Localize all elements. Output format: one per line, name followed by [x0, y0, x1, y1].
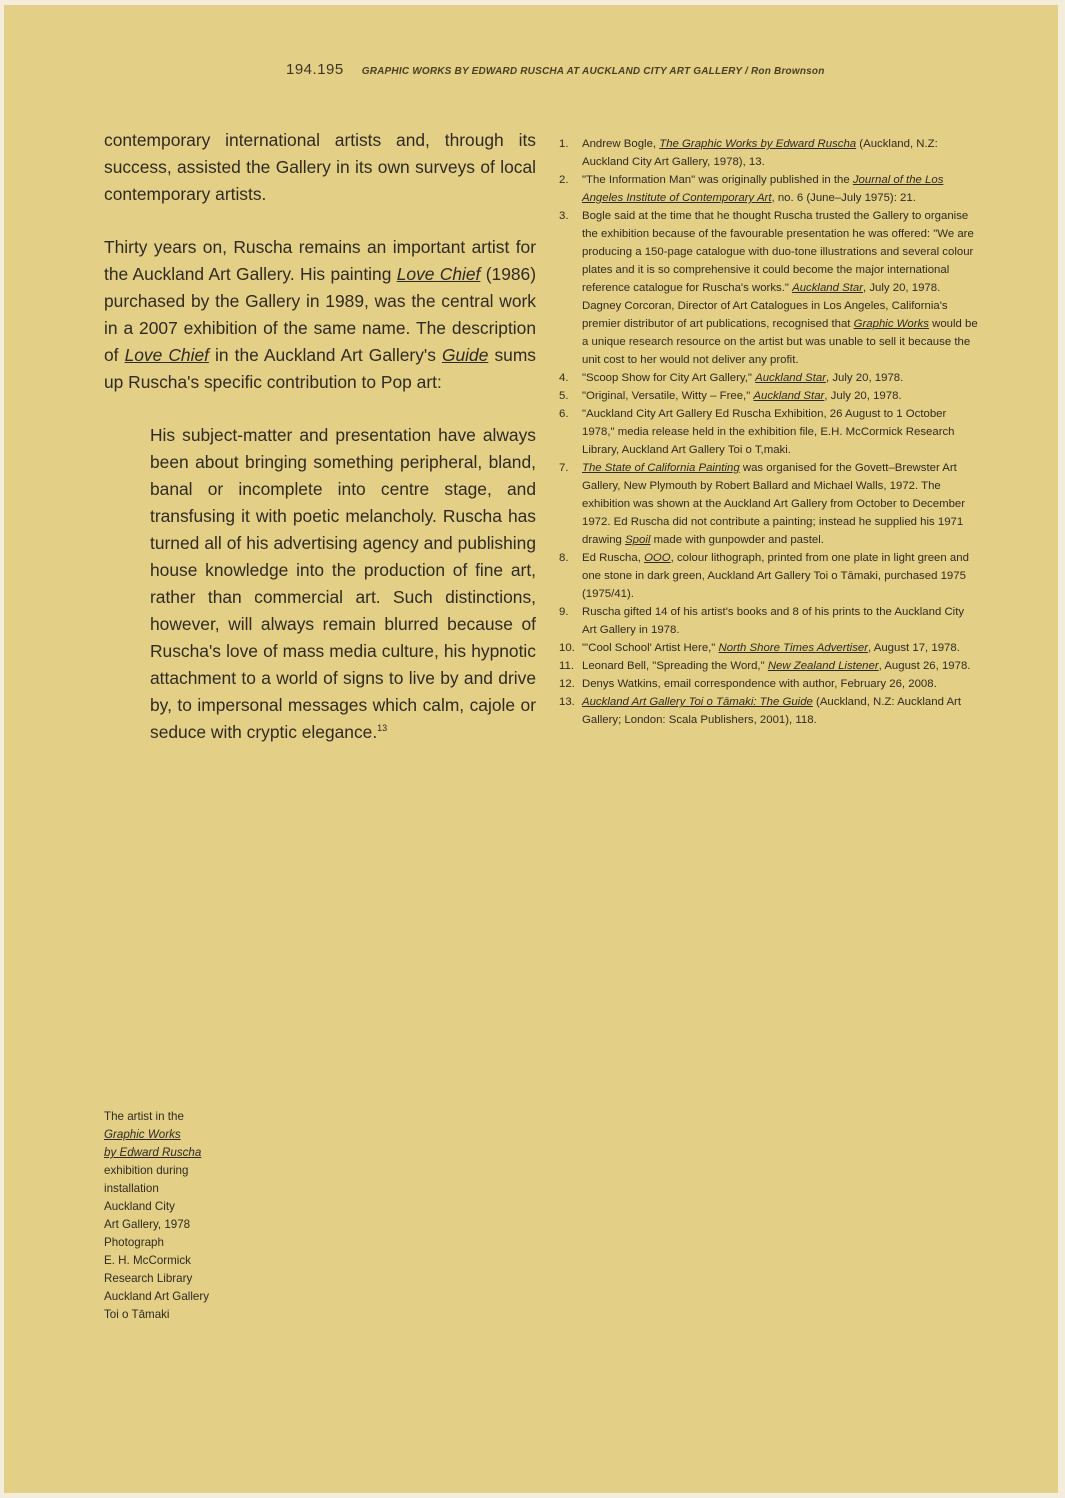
endnote-text: Leonard Bell, "Spreading the Word," [582, 660, 768, 672]
endnote-number: 9. [559, 606, 569, 618]
quote-text: His subject-matter and presentation have always been about bringing something peripheral, bland, banal or incomplete into centre stage, and transfusing it with poetic melancholy. Ruscha has turned all of his advertising agency and publishing house knowledge into the production of fine art, rather than commercial art. Such distinctions, however, will always remain blurred because of Ruscha's love of mass media culture, his hypnotic attachment to a world of signs to live by and drive by, to impersonal messages which calm, cajole or seduce with cryptic elegance. [150, 425, 536, 742]
endnote-text: , August 26, 1978. [878, 660, 971, 672]
endnote-text: was organised for the Govett–Brewster Art Gallery, New Plymouth by Robert Ballard and Michael Walls, 1972. The exhibition was shown at the Auckland Art Gallery from October to December 1972. Ed Ruscha did not contribute a painting; instead he supplied his 1971 drawing [582, 462, 966, 546]
endnote-item [559, 171, 979, 207]
caption-title-line: Graphic Works [104, 1128, 181, 1141]
endnote-item [559, 603, 979, 639]
endnote-text: would be a unique research resource on the artist but was unable to sell it because the unit cost to her would not deliver any profit. [582, 318, 978, 366]
endnote-number: 4. [559, 372, 569, 384]
paragraph-2 [104, 234, 536, 396]
endnote-title: The Graphic Works by Edward Ruscha [659, 138, 857, 150]
endnote-text: "'Cool School' Artist Here," [582, 642, 719, 654]
endnote-number: 12. [559, 678, 575, 690]
endnote-title: Graphic Works [853, 318, 929, 330]
endnote-item [559, 369, 979, 387]
caption-line: Art Gallery, 1978 [104, 1218, 191, 1231]
endnote-text: , colour lithograph, printed from one plate in light green and one stone in dark green, Auckland Art Gallery Toi o Tāmaki, purchased 1975 (1975/41). [582, 552, 969, 600]
endnote-text: "Auckland City Art Gallery Ed Ruscha Exhibition, 26 August to 1 October 1978," media release held in the exhibition file, E.H. McCormick Research Library, Auckland Art Gallery Toi o T,maki. [582, 408, 955, 456]
paragraph-2-text-d: sums up Ruscha's specific contribution to Pop art: [104, 345, 537, 392]
endnote-text: (Auckland, N.Z: Auckland City Art Gallery, 1978), 13. [582, 138, 938, 168]
endnote-title: Auckland Art Gallery Toi o Tāmaki: The Guide [582, 696, 813, 708]
endnote-number: 1. [559, 138, 569, 150]
caption-line: exhibition during [104, 1164, 189, 1177]
running-header [286, 61, 926, 78]
caption-line: Photograph [104, 1236, 164, 1249]
endnote-text: Bogle said at the time that he thought Ruscha trusted the Gallery to organise the exhibition because of the favourable presentation he was offered: "We are producing a 150-page catalogue with duo-tone illustrations and several colour plates and it is so comprehensive it could become the major international reference catalogue for Ruscha's works." [582, 210, 974, 294]
endnote-text: Andrew Bogle, [582, 138, 660, 150]
endnote-item [559, 405, 979, 459]
endnote-text: , July 20, 1978. [824, 390, 902, 402]
endnote-title: Spoil [625, 534, 651, 546]
endnote-title: North Shore Times Advertiser [718, 642, 869, 654]
endnote-title: New Zealand Listener [767, 660, 879, 672]
caption-line: Toi o Tāmaki [104, 1308, 170, 1321]
endnote-number: 6. [559, 408, 569, 420]
endnote-item [559, 207, 979, 369]
endnote-title: Auckland Star [792, 282, 864, 294]
title-guide: Guide [441, 345, 489, 365]
page [4, 5, 1058, 1493]
endnote-item [559, 675, 979, 693]
caption-line: Auckland City [104, 1200, 175, 1213]
endnote-number: 13. [559, 696, 575, 708]
endnote-text: , July 20, 1978. Dagney Corcoran, Director of Art Catalogues in Los Angeles, California's premier distributor of art publications, recognised that [582, 282, 948, 330]
endnote-text: made with gunpowder and pastel. [650, 534, 824, 546]
endnote-item [559, 459, 979, 549]
paragraph-2-text-b: (1986) purchased by the Gallery in 1989, was the central work in a 2007 exhibition of the same name. The description of [104, 264, 537, 365]
endnote-text: "The Information Man" was originally published in the [582, 174, 853, 186]
running-title: GRAPHIC WORKS BY EDWARD RUSCHA AT AUCKLAND CITY ART GALLERY / Ron Brownson [361, 66, 825, 77]
endnote-item [559, 639, 979, 657]
endnote-item [559, 135, 979, 171]
endnote-title: Journal of the Los Angeles Institute of Contemporary Art [582, 174, 944, 204]
endnote-text: , July 20, 1978. [826, 372, 904, 384]
footnote-ref-13: 13 [377, 723, 388, 734]
endnote-text: "Original, Versatile, Witty – Free," [582, 390, 754, 402]
paragraph-1: contemporary international artists and, through its success, assisted the Gallery in its own surveys of local contemporary artists. [104, 130, 536, 204]
paragraph-2-text-c: in the Auckland Art Gallery's [208, 345, 442, 365]
endnote-text: Ruscha gifted 14 of his artist's books and 8 of his prints to the Auckland City Art Gallery in 1978. [582, 606, 965, 636]
block-quote [150, 422, 536, 746]
image-caption [104, 1108, 244, 1324]
endnote-title: The State of California Painting [582, 462, 740, 474]
endnote-text: Ed Ruscha, [582, 552, 645, 564]
endnote-text: Denys Watkins, email correspondence with author, February 26, 2008. [582, 678, 937, 690]
endnote-number: 8. [559, 552, 569, 564]
paragraph-2-text-a: Thirty years on, Ruscha remains an important artist for the Auckland Art Gallery. His painting [104, 237, 536, 284]
endnote-text: , August 17, 1978. [868, 642, 960, 654]
endnote-number: 11. [559, 660, 574, 672]
endnote-number: 2. [559, 174, 569, 186]
title-love-chief-2: Love Chief [124, 345, 209, 365]
endnote-number: 7. [559, 462, 569, 474]
endnote-title: OOO [644, 552, 671, 564]
caption-line: Auckland Art Gallery [104, 1290, 210, 1303]
endnote-text: (Auckland, N.Z: Auckland Art Gallery; London: Scala Publishers, 2001), 118. [582, 696, 962, 726]
endnote-item [559, 657, 979, 675]
caption-title-line: by Edward Ruscha [104, 1146, 202, 1159]
endnote-item [559, 549, 979, 603]
endnote-number: 5. [559, 390, 569, 402]
title-love-chief: Love Chief [396, 264, 481, 284]
endnotes [559, 135, 979, 729]
caption-line: Research Library [104, 1272, 193, 1285]
main-text-column [104, 127, 536, 746]
caption-line: The artist in the [104, 1110, 184, 1123]
endnote-text: , no. 6 (June–July 1975): 21. [771, 192, 916, 204]
endnote-number: 3. [559, 210, 569, 222]
endnote-text: "Scoop Show for City Art Gallery," [582, 372, 756, 384]
endnote-title: Auckland Star [755, 372, 827, 384]
page-numbers: 194.195 [286, 61, 344, 78]
endnote-item [559, 387, 979, 405]
endnote-title: Auckland Star [753, 390, 825, 402]
endnote-number: 10. [559, 642, 575, 654]
endnote-item [559, 693, 979, 729]
caption-line: E. H. McCormick [104, 1254, 191, 1267]
caption-line: installation [104, 1182, 159, 1195]
